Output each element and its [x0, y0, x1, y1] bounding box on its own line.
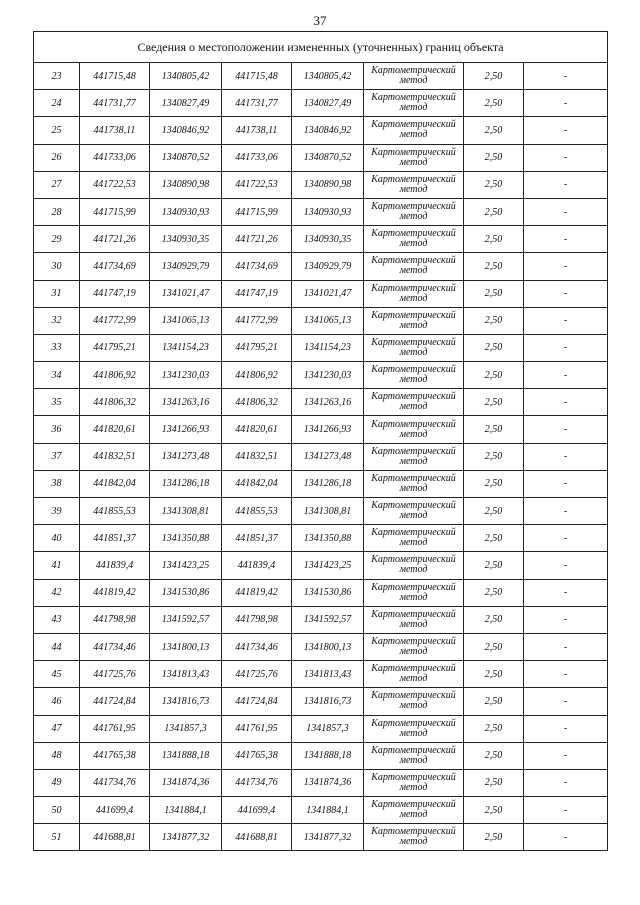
cell-x-existing: 441721,26: [80, 226, 150, 253]
cell-y-refined: 1340827,49: [292, 90, 364, 117]
cell-y-existing: 1341874,36: [150, 769, 222, 796]
cell-note: -: [524, 688, 608, 715]
cell-x-refined: 441798,98: [222, 606, 292, 633]
cell-y-refined: 1341273,48: [292, 443, 364, 470]
cell-x-existing: 441798,98: [80, 606, 150, 633]
cell-accuracy: 2,50: [464, 606, 524, 633]
cell-y-refined: 1341230,03: [292, 362, 364, 389]
cell-accuracy: 2,50: [464, 769, 524, 796]
cell-point-number: 39: [34, 498, 80, 525]
cell-x-refined: 441699,4: [222, 797, 292, 824]
cell-y-refined: 1341800,13: [292, 633, 364, 660]
cell-y-existing: 1341154,23: [150, 334, 222, 361]
cell-method: Картометрический метод: [364, 552, 464, 579]
table-row: [34, 715, 608, 742]
cell-x-existing: 441842,04: [80, 470, 150, 497]
cell-y-existing: 1341888,18: [150, 742, 222, 769]
cell-point-number: 50: [34, 797, 80, 824]
table-row: [34, 797, 608, 824]
table-row: [34, 443, 608, 470]
cell-accuracy: 2,50: [464, 63, 524, 90]
cell-x-refined: 441806,32: [222, 389, 292, 416]
cell-y-refined: 1340930,35: [292, 226, 364, 253]
cell-accuracy: 2,50: [464, 470, 524, 497]
cell-y-refined: 1341884,1: [292, 797, 364, 824]
table-row: [34, 579, 608, 606]
cell-y-refined: 1340805,42: [292, 63, 364, 90]
cell-y-refined: 1340929,79: [292, 253, 364, 280]
cell-note: -: [524, 443, 608, 470]
cell-accuracy: 2,50: [464, 171, 524, 198]
cell-x-refined: 441721,26: [222, 226, 292, 253]
cell-x-refined: 441795,21: [222, 334, 292, 361]
cell-point-number: 38: [34, 470, 80, 497]
cell-y-existing: 1341530,86: [150, 579, 222, 606]
cell-y-refined: 1341350,88: [292, 525, 364, 552]
cell-note: -: [524, 769, 608, 796]
cell-point-number: 42: [34, 579, 80, 606]
cell-accuracy: 2,50: [464, 443, 524, 470]
cell-y-refined: 1340870,52: [292, 144, 364, 171]
cell-x-existing: 441839,4: [80, 552, 150, 579]
cell-y-refined: 1341266,93: [292, 416, 364, 443]
cell-note: -: [524, 633, 608, 660]
cell-y-existing: 1341423,25: [150, 552, 222, 579]
cell-method: Картометрический метод: [364, 688, 464, 715]
cell-x-refined: 441772,99: [222, 307, 292, 334]
cell-y-existing: 1341266,93: [150, 416, 222, 443]
cell-x-existing: 441734,69: [80, 253, 150, 280]
cell-method: Картометрический метод: [364, 144, 464, 171]
cell-point-number: 35: [34, 389, 80, 416]
cell-method: Картометрический метод: [364, 63, 464, 90]
table-row: [34, 416, 608, 443]
cell-point-number: 48: [34, 742, 80, 769]
cell-point-number: 44: [34, 633, 80, 660]
table-row: [34, 362, 608, 389]
cell-method: Картометрический метод: [364, 90, 464, 117]
table-row: [34, 307, 608, 334]
cell-method: Картометрический метод: [364, 443, 464, 470]
cell-x-existing: 441734,76: [80, 769, 150, 796]
cell-x-refined: 441725,76: [222, 661, 292, 688]
cell-accuracy: 2,50: [464, 117, 524, 144]
cell-note: -: [524, 389, 608, 416]
cell-y-existing: 1341308,81: [150, 498, 222, 525]
cell-note: -: [524, 280, 608, 307]
table-row: [34, 117, 608, 144]
table-row: [34, 769, 608, 796]
cell-x-refined: 441731,77: [222, 90, 292, 117]
cell-point-number: 43: [34, 606, 80, 633]
cell-accuracy: 2,50: [464, 226, 524, 253]
table-body: [34, 63, 608, 851]
cell-x-refined: 441820,61: [222, 416, 292, 443]
cell-accuracy: 2,50: [464, 552, 524, 579]
cell-point-number: 49: [34, 769, 80, 796]
table-row: [34, 198, 608, 225]
cell-accuracy: 2,50: [464, 498, 524, 525]
cell-x-refined: 441747,19: [222, 280, 292, 307]
cell-accuracy: 2,50: [464, 579, 524, 606]
cell-y-existing: 1341273,48: [150, 443, 222, 470]
cell-point-number: 23: [34, 63, 80, 90]
cell-x-existing: 441715,48: [80, 63, 150, 90]
cell-note: -: [524, 416, 608, 443]
cell-y-existing: 1340870,52: [150, 144, 222, 171]
table-row: [34, 253, 608, 280]
cell-point-number: 26: [34, 144, 80, 171]
cell-note: -: [524, 362, 608, 389]
cell-x-existing: 441806,32: [80, 389, 150, 416]
cell-note: -: [524, 171, 608, 198]
cell-x-existing: 441806,92: [80, 362, 150, 389]
cell-y-refined: 1341592,57: [292, 606, 364, 633]
cell-note: -: [524, 198, 608, 225]
cell-y-existing: 1341800,13: [150, 633, 222, 660]
cell-method: Картометрический метод: [364, 633, 464, 660]
cell-x-refined: 441722,53: [222, 171, 292, 198]
cell-x-existing: 441722,53: [80, 171, 150, 198]
table-row: [34, 226, 608, 253]
cell-x-refined: 441688,81: [222, 824, 292, 851]
cell-method: Картометрический метод: [364, 226, 464, 253]
cell-accuracy: 2,50: [464, 90, 524, 117]
table-row: [34, 688, 608, 715]
cell-method: Картометрический метод: [364, 171, 464, 198]
cell-y-existing: 1340846,92: [150, 117, 222, 144]
cell-x-refined: 441842,04: [222, 470, 292, 497]
cell-note: -: [524, 797, 608, 824]
cell-point-number: 24: [34, 90, 80, 117]
page-number: 37: [313, 13, 327, 28]
table-row: [34, 525, 608, 552]
cell-x-refined: 441832,51: [222, 443, 292, 470]
cell-note: -: [524, 226, 608, 253]
cell-method: Картометрический метод: [364, 797, 464, 824]
table-row: [34, 280, 608, 307]
cell-note: -: [524, 606, 608, 633]
cell-point-number: 34: [34, 362, 80, 389]
cell-y-existing: 1341592,57: [150, 606, 222, 633]
table-row: [34, 824, 608, 851]
cell-y-refined: 1341857,3: [292, 715, 364, 742]
cell-note: -: [524, 90, 608, 117]
cell-x-refined: 441738,11: [222, 117, 292, 144]
cell-x-existing: 441724,84: [80, 688, 150, 715]
cell-method: Картометрический метод: [364, 470, 464, 497]
cell-y-refined: 1341263,16: [292, 389, 364, 416]
cell-method: Картометрический метод: [364, 362, 464, 389]
cell-method: Картометрический метод: [364, 198, 464, 225]
cell-accuracy: 2,50: [464, 144, 524, 171]
cell-x-refined: 441734,69: [222, 253, 292, 280]
cell-x-refined: 441761,95: [222, 715, 292, 742]
cell-note: -: [524, 470, 608, 497]
cell-y-refined: 1341286,18: [292, 470, 364, 497]
cell-y-refined: 1341874,36: [292, 769, 364, 796]
cell-point-number: 27: [34, 171, 80, 198]
boundary-coordinates-table: [33, 31, 608, 851]
cell-note: -: [524, 579, 608, 606]
table-row: [34, 144, 608, 171]
cell-x-existing: 441747,19: [80, 280, 150, 307]
cell-y-existing: 1341286,18: [150, 470, 222, 497]
cell-y-existing: 1341877,32: [150, 824, 222, 851]
cell-y-refined: 1341530,86: [292, 579, 364, 606]
cell-method: Картометрический метод: [364, 715, 464, 742]
cell-accuracy: 2,50: [464, 253, 524, 280]
table-row: [34, 633, 608, 660]
cell-point-number: 36: [34, 416, 80, 443]
cell-note: -: [524, 552, 608, 579]
cell-x-existing: 441738,11: [80, 117, 150, 144]
table-row: [34, 389, 608, 416]
cell-point-number: 29: [34, 226, 80, 253]
cell-y-refined: 1340930,93: [292, 198, 364, 225]
cell-point-number: 37: [34, 443, 80, 470]
table-row: [34, 552, 608, 579]
cell-y-existing: 1341857,3: [150, 715, 222, 742]
cell-x-existing: 441772,99: [80, 307, 150, 334]
cell-accuracy: 2,50: [464, 389, 524, 416]
cell-method: Картометрический метод: [364, 579, 464, 606]
cell-x-existing: 441715,99: [80, 198, 150, 225]
cell-accuracy: 2,50: [464, 280, 524, 307]
cell-y-existing: 1341884,1: [150, 797, 222, 824]
cell-accuracy: 2,50: [464, 661, 524, 688]
cell-y-existing: 1341021,47: [150, 280, 222, 307]
cell-y-existing: 1340929,79: [150, 253, 222, 280]
cell-method: Картометрический метод: [364, 661, 464, 688]
cell-x-refined: 441734,46: [222, 633, 292, 660]
cell-accuracy: 2,50: [464, 362, 524, 389]
cell-accuracy: 2,50: [464, 307, 524, 334]
cell-method: Картометрический метод: [364, 498, 464, 525]
cell-accuracy: 2,50: [464, 525, 524, 552]
table-row: [34, 742, 608, 769]
cell-note: -: [524, 661, 608, 688]
cell-y-refined: 1340890,98: [292, 171, 364, 198]
cell-y-refined: 1341813,43: [292, 661, 364, 688]
cell-y-refined: 1341021,47: [292, 280, 364, 307]
cell-method: Картометрический метод: [364, 769, 464, 796]
cell-point-number: 25: [34, 117, 80, 144]
cell-method: Картометрический метод: [364, 416, 464, 443]
cell-y-existing: 1341230,03: [150, 362, 222, 389]
cell-x-refined: 441724,84: [222, 688, 292, 715]
cell-x-existing: 441733,06: [80, 144, 150, 171]
cell-x-existing: 441725,76: [80, 661, 150, 688]
cell-y-refined: 1341888,18: [292, 742, 364, 769]
cell-point-number: 41: [34, 552, 80, 579]
table-title: Сведения о местоположении измененных (уточненных) границ объекта: [34, 32, 608, 63]
cell-y-refined: 1340846,92: [292, 117, 364, 144]
cell-y-refined: 1341308,81: [292, 498, 364, 525]
cell-accuracy: 2,50: [464, 742, 524, 769]
cell-x-refined: 441765,38: [222, 742, 292, 769]
cell-note: -: [524, 63, 608, 90]
cell-x-existing: 441699,4: [80, 797, 150, 824]
cell-method: Картометрический метод: [364, 307, 464, 334]
cell-x-refined: 441715,48: [222, 63, 292, 90]
cell-y-existing: 1341350,88: [150, 525, 222, 552]
cell-method: Картометрический метод: [364, 334, 464, 361]
cell-x-refined: 441855,53: [222, 498, 292, 525]
cell-x-refined: 441734,76: [222, 769, 292, 796]
cell-note: -: [524, 715, 608, 742]
cell-y-existing: 1341263,16: [150, 389, 222, 416]
cell-x-existing: 441820,61: [80, 416, 150, 443]
cell-method: Картометрический метод: [364, 742, 464, 769]
cell-y-refined: 1341065,13: [292, 307, 364, 334]
cell-point-number: 46: [34, 688, 80, 715]
cell-x-existing: 441832,51: [80, 443, 150, 470]
cell-method: Картометрический метод: [364, 525, 464, 552]
cell-x-existing: 441734,46: [80, 633, 150, 660]
cell-point-number: 45: [34, 661, 80, 688]
cell-accuracy: 2,50: [464, 334, 524, 361]
table-row: [34, 470, 608, 497]
cell-point-number: 30: [34, 253, 80, 280]
cell-note: -: [524, 117, 608, 144]
cell-note: -: [524, 525, 608, 552]
cell-point-number: 47: [34, 715, 80, 742]
cell-y-refined: 1341423,25: [292, 552, 364, 579]
cell-note: -: [524, 253, 608, 280]
cell-point-number: 51: [34, 824, 80, 851]
table-row: [34, 661, 608, 688]
cell-point-number: 32: [34, 307, 80, 334]
cell-y-existing: 1340827,49: [150, 90, 222, 117]
cell-x-refined: 441819,42: [222, 579, 292, 606]
table-row: [34, 498, 608, 525]
cell-y-refined: 1341154,23: [292, 334, 364, 361]
cell-x-existing: 441761,95: [80, 715, 150, 742]
cell-accuracy: 2,50: [464, 633, 524, 660]
cell-method: Картометрический метод: [364, 280, 464, 307]
cell-x-existing: 441819,42: [80, 579, 150, 606]
cell-x-existing: 441795,21: [80, 334, 150, 361]
cell-method: Картометрический метод: [364, 117, 464, 144]
cell-y-existing: 1341816,73: [150, 688, 222, 715]
cell-note: -: [524, 144, 608, 171]
cell-y-existing: 1340890,98: [150, 171, 222, 198]
cell-y-existing: 1341813,43: [150, 661, 222, 688]
cell-x-existing: 441731,77: [80, 90, 150, 117]
table-row: [34, 90, 608, 117]
cell-note: -: [524, 334, 608, 361]
cell-method: Картометрический метод: [364, 824, 464, 851]
table-row: [34, 63, 608, 90]
cell-accuracy: 2,50: [464, 688, 524, 715]
cell-y-refined: 1341877,32: [292, 824, 364, 851]
table-row: [34, 606, 608, 633]
cell-accuracy: 2,50: [464, 824, 524, 851]
cell-y-existing: 1341065,13: [150, 307, 222, 334]
cell-method: Картометрический метод: [364, 253, 464, 280]
cell-x-refined: 441715,99: [222, 198, 292, 225]
cell-x-refined: 441851,37: [222, 525, 292, 552]
cell-y-existing: 1340805,42: [150, 63, 222, 90]
cell-note: -: [524, 307, 608, 334]
cell-x-refined: 441806,92: [222, 362, 292, 389]
cell-accuracy: 2,50: [464, 715, 524, 742]
cell-point-number: 31: [34, 280, 80, 307]
cell-method: Картометрический метод: [364, 389, 464, 416]
cell-note: -: [524, 824, 608, 851]
cell-note: -: [524, 742, 608, 769]
table-row: [34, 334, 608, 361]
cell-x-existing: 441765,38: [80, 742, 150, 769]
cell-accuracy: 2,50: [464, 797, 524, 824]
cell-y-existing: 1340930,35: [150, 226, 222, 253]
table-row: [34, 171, 608, 198]
cell-accuracy: 2,50: [464, 416, 524, 443]
cell-x-existing: 441688,81: [80, 824, 150, 851]
cell-x-existing: 441851,37: [80, 525, 150, 552]
cell-y-existing: 1340930,93: [150, 198, 222, 225]
cell-point-number: 40: [34, 525, 80, 552]
cell-x-refined: 441733,06: [222, 144, 292, 171]
cell-point-number: 33: [34, 334, 80, 361]
cell-point-number: 28: [34, 198, 80, 225]
cell-accuracy: 2,50: [464, 198, 524, 225]
cell-x-refined: 441839,4: [222, 552, 292, 579]
cell-method: Картометрический метод: [364, 606, 464, 633]
cell-note: -: [524, 498, 608, 525]
cell-x-existing: 441855,53: [80, 498, 150, 525]
cell-y-refined: 1341816,73: [292, 688, 364, 715]
